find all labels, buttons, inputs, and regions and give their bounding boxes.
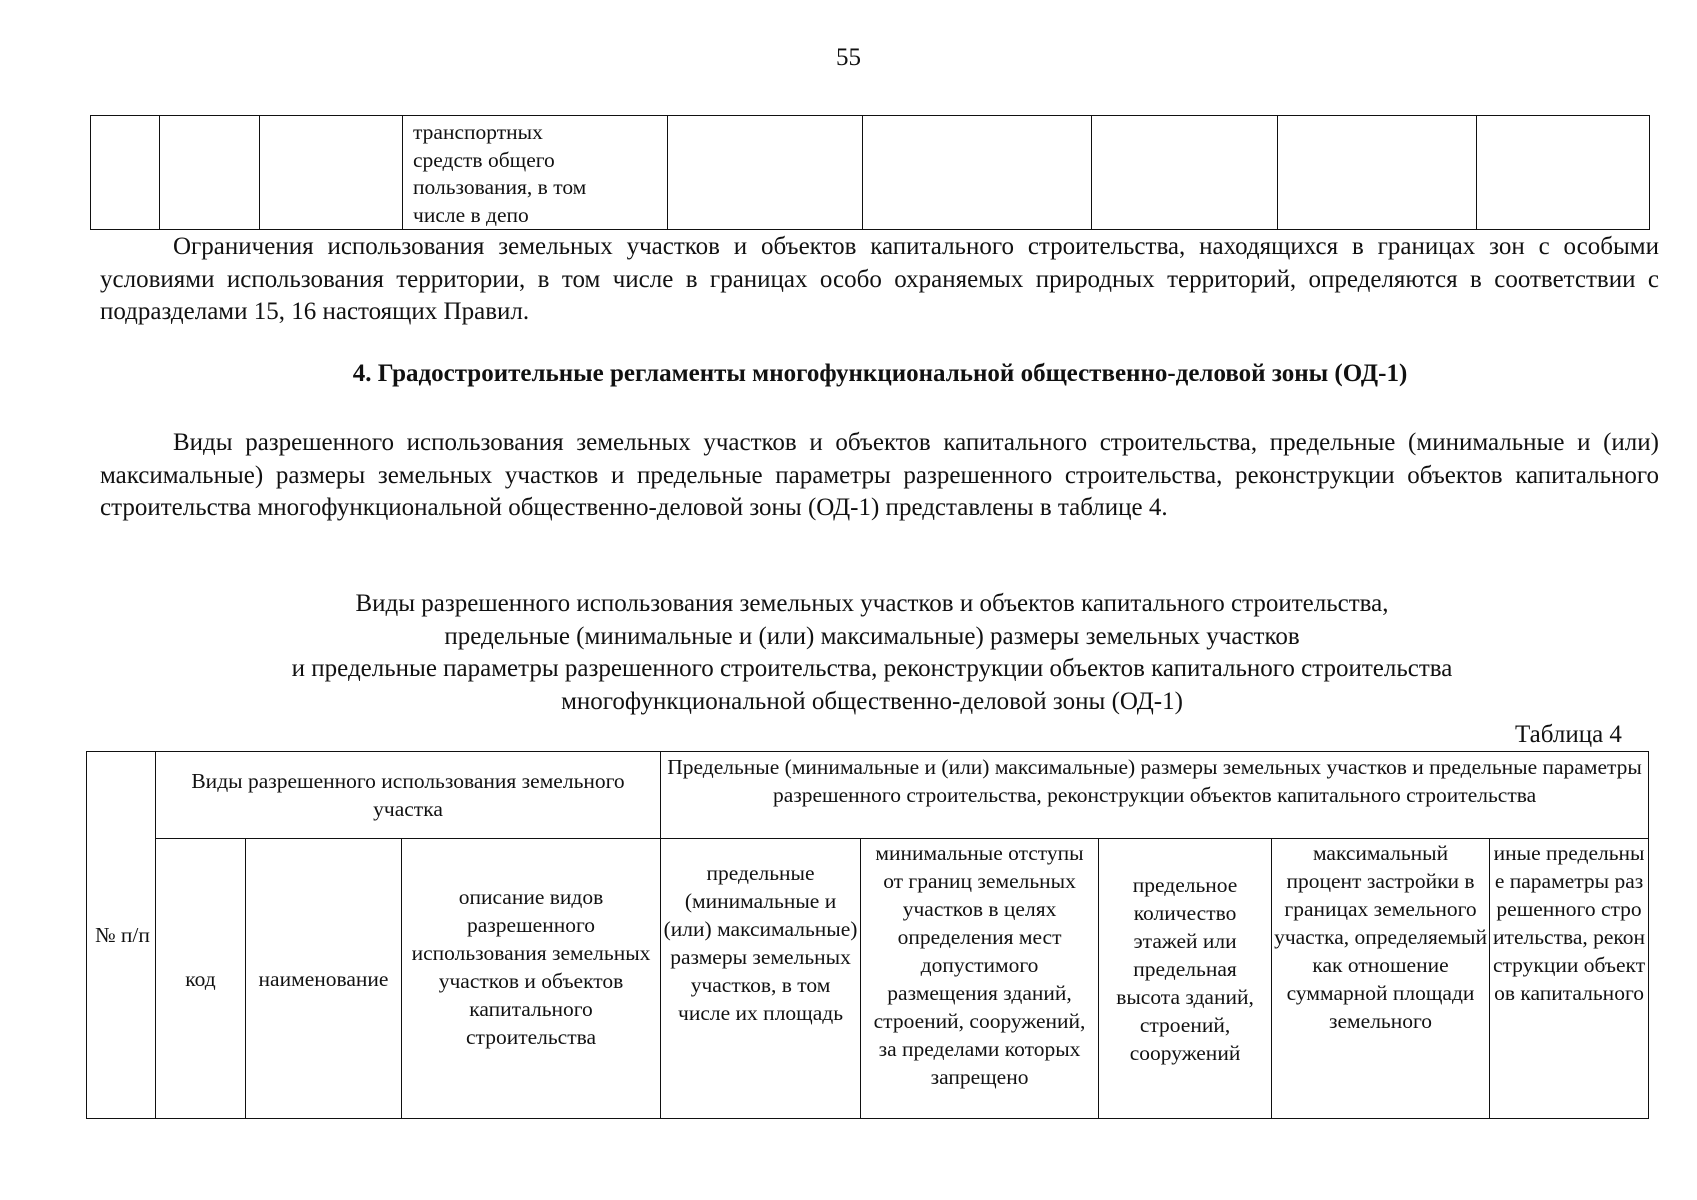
caption-line: и предельные параметры разрешенного строительства, реконструкции объектов капитального строительства (291, 655, 1453, 682)
intro-paragraph: Виды разрешенного использования земельных участков и объектов капитального строительства, предельные (минимальные и (или) максимальные) размеры земельных участков и предельные параметры разрешенного строительства, реконструкции объектов капитального строительства многофункциональной общественно-деловой зоны (ОД-1) представлены в таблице 4. (100, 429, 1659, 521)
section-heading: 4. Градостроительные регламенты многофункциональной общественно-деловой зоны (ОД-1) (352, 360, 1408, 387)
header-other (1490, 839, 1649, 1119)
description-line: средств общего (413, 147, 555, 172)
header-setbacks (861, 839, 1099, 1119)
restriction-paragraph: Ограничения использования земельных участков и объектов капитального строительства, находящихся в границах зон с особыми условиями использования территории, в том числе в границах особо охраняемых природных территорий, определяются в соответствии с подразделами 15, 16 настоящих Правил. (100, 233, 1659, 325)
header-limits: Предельные (минимальные и (или) максимальные) размеры земельных участков и предельные параметры разрешенного строительства, реконструкции объектов капитального строительства (661, 752, 1649, 839)
header-floors: предельное количество этажей или предельная высота зданий, строений, сооружений (1099, 839, 1272, 1119)
cell-coverage (1278, 116, 1477, 230)
table-caption (0, 588, 1697, 718)
header-permitted-uses: Виды разрешенного использования земельного участка (156, 752, 661, 839)
header-other-text: иные предельные параметры разрешенного строительства, реконструкции объектов капитального (1492, 841, 1646, 1005)
header-setbacks-text: минимальные отступы от границ земельных участков в целях определения мест допустимого размещения зданий, строений, сооружений, за пределами которых запрещено (873, 841, 1086, 1089)
cell-code (160, 116, 260, 230)
table-label: Таблица 4 (1515, 721, 1622, 748)
caption-line: Виды разрешенного использования земельных участков и объектов капитального строительства, (355, 590, 1389, 617)
cell-plot-size (668, 116, 863, 230)
header-description: описание видов разрешенного использования земельных участков и объектов капитального строительства (402, 839, 661, 1119)
cell-name (260, 116, 403, 230)
cell-setbacks (863, 116, 1092, 230)
table-4-header (86, 751, 1649, 1119)
caption-line: многофункциональной общественно-деловой зоны (ОД-1) (561, 687, 1183, 715)
header-coverage-text: максимальный процент застройки в границах земельного участка, определяемый как отношение суммарной площади земельного (1274, 841, 1487, 1033)
header-plot-size: предельные (минимальные и (или) максимальные) размеры земельных участков, в том числе их площадь (661, 839, 861, 1119)
cell-number (91, 116, 160, 230)
header-coverage (1272, 839, 1490, 1119)
header-number: № п/п (87, 752, 156, 1119)
continuation-table (90, 115, 1650, 230)
cell-description (403, 116, 668, 230)
description-line: транспортных (413, 120, 543, 144)
cell-other (1477, 116, 1650, 230)
cell-floors (1092, 116, 1278, 230)
page-number: 55 (836, 44, 861, 71)
header-name: наименование (246, 839, 402, 1119)
header-code: код (156, 839, 246, 1119)
caption-line: предельные (минимальные и (или) максимальные) размеры земельных участков (444, 622, 1300, 650)
description-line: числе в депо (413, 202, 529, 227)
description-line: пользования, в том (413, 175, 587, 199)
